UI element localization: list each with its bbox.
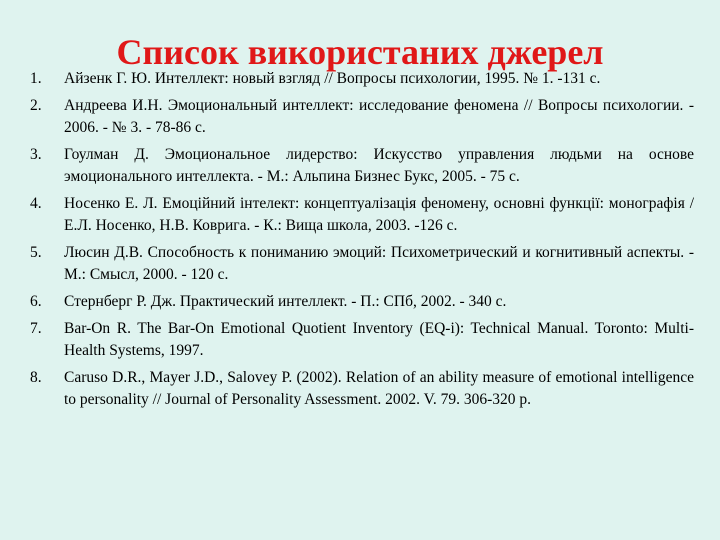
reference-item bbox=[30, 144, 694, 188]
reference-item bbox=[30, 193, 694, 237]
reference-number: 1. bbox=[30, 70, 42, 87]
reference-item bbox=[30, 367, 694, 411]
reference-text: Айзенк Г. Ю. Интеллект: новый взгляд // Вопросы психологии, 1995. № 1. -131 с. bbox=[64, 70, 601, 87]
reference-number: 8. bbox=[30, 369, 42, 386]
reference-number: 4. bbox=[30, 195, 42, 212]
reference-text: Люсин Д.В. Способность к пониманию эмоций: Психометрический и когнитивный аспекты. - М.: Смысл, 2000. - 120 с. bbox=[64, 244, 694, 283]
reference-item bbox=[30, 242, 694, 286]
reference-text: Bar-On R. The Bar-On Emotional Quotient Inventory (EQ-i): Technical Manual. Toronto: Multi-Health Systems, 1997. bbox=[64, 320, 694, 359]
reference-text: Андреева И.Н. Эмоциональный интеллект: исследование феномена // Вопросы психологии. - 2006. - № 3. - 78-86 с. bbox=[64, 97, 694, 136]
reference-item bbox=[30, 318, 694, 362]
reference-text: Caruso D.R., Mayer J.D., Salovey P. (2002). Relation of an ability measure of emotional intelligence to personality // Journal of Personality Assessment. 2002. V. 79. 306-320 p. bbox=[64, 369, 694, 408]
reference-item bbox=[30, 95, 694, 139]
reference-item bbox=[30, 291, 694, 313]
reference-list bbox=[30, 68, 694, 416]
reference-number: 5. bbox=[30, 244, 42, 261]
slide-title: Список використаних джерел bbox=[116, 32, 604, 72]
reference-item bbox=[30, 68, 694, 90]
reference-number: 2. bbox=[30, 97, 42, 114]
reference-number: 3. bbox=[30, 146, 42, 163]
reference-text: Гоулман Д. Эмоциональное лидерство: Искусство управления людьми на основе эмоционального интеллекта. - М.: Альпина Бизнес Букс, 2005. - 75 с. bbox=[64, 146, 694, 185]
reference-text: Носенко Е. Л. Емоційний інтелект: концептуалізація феномену, основні функції: монографія / Е.Л. Носенко, Н.В. Коврига. - К.: Вища школа, 2003. -126 с. bbox=[64, 195, 694, 234]
reference-text: Стернберг Р. Дж. Практический интеллект. - П.: СПб, 2002. - 340 с. bbox=[64, 293, 507, 310]
reference-number: 7. bbox=[30, 320, 42, 337]
reference-number: 6. bbox=[30, 293, 42, 310]
